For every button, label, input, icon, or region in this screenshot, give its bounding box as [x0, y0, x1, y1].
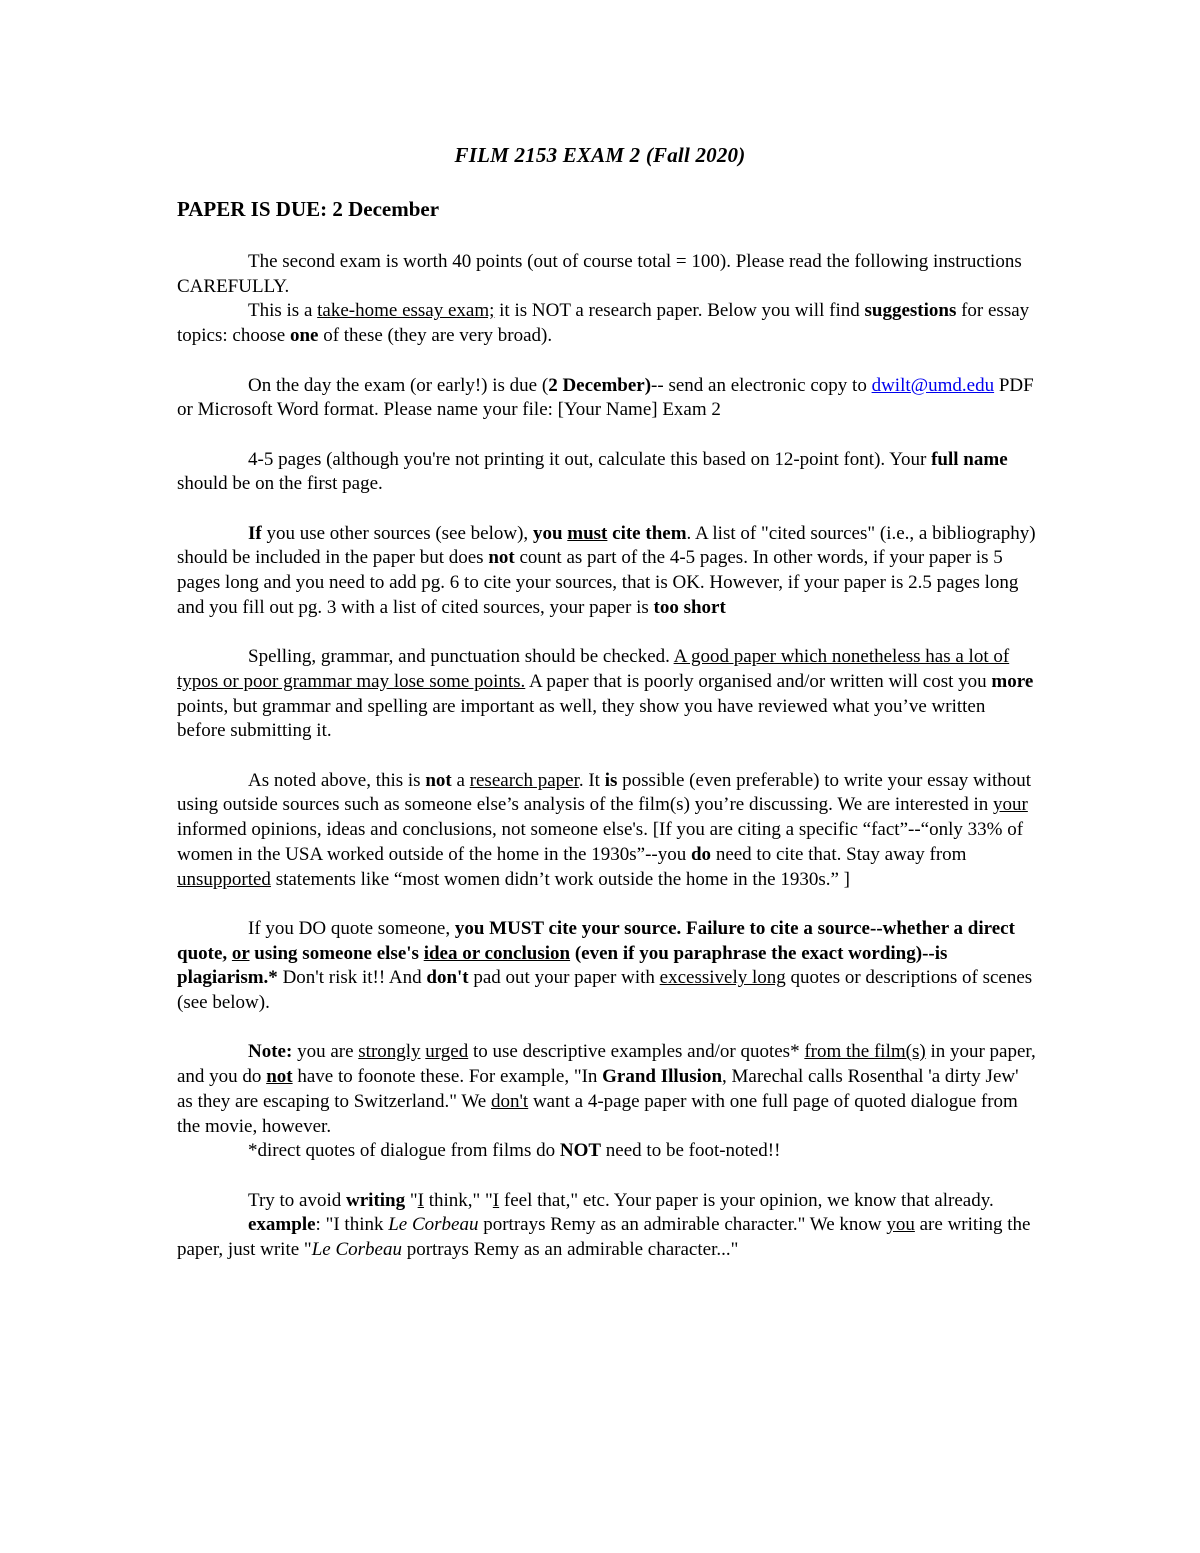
text-run: Le Corbeau [311, 1239, 402, 1260]
text-run: cite them [607, 522, 687, 544]
text-run: are writing the paper, just write " [177, 1214, 1031, 1260]
text-run: need to be foot-noted!! [601, 1140, 781, 1162]
paragraph-footnote [177, 1139, 1037, 1164]
text-run: The second exam is worth 40 points (out of course total = 100). Please read the following instructions CAREFULLY. [177, 251, 1022, 297]
paragraph-sources [177, 522, 1037, 621]
text-run: As noted above, this is [248, 769, 426, 791]
text-run: I [417, 1189, 424, 1211]
paragraph-submission [177, 374, 1037, 423]
text-run: informed opinions, ideas and conclusions, not someone else's. [If you are citing a specific “fact”--“only 33% of women in the USA worked outside of the home in the 1930s”--you [177, 819, 1024, 865]
text-run: strongly [358, 1041, 421, 1063]
text-run: using someone else's [249, 942, 424, 964]
paragraph-spacer [177, 1016, 1037, 1041]
text-run: Don't risk it!! And [277, 967, 427, 989]
text-run: A paper that is poorly organised and/or written will cost you [525, 670, 992, 692]
text-run: from the film(s) [804, 1041, 926, 1063]
text-run: feel that," etc. Your paper is your opinion, we know that already. [499, 1189, 994, 1211]
text-run: : "I think [315, 1214, 389, 1236]
text-run: -- send an electronic copy to [651, 374, 872, 396]
text-run: want a 4-page paper with one full page of quoted dialogue from the movie, however. [177, 1090, 1018, 1137]
text-run: PDF or Microsoft Word format. Please name your file: [Your Name] Exam 2 [177, 374, 1034, 421]
text-run: one [289, 325, 319, 347]
text-run: . It [578, 769, 605, 791]
text-run: research paper [469, 769, 579, 791]
text-run: portrays Remy as an admirable character..." [401, 1239, 739, 1260]
paragraph-avoid-i-think [177, 1189, 1037, 1214]
paragraph-exam-worth [177, 250, 1037, 299]
paragraph-spacer [177, 892, 1037, 917]
text-run: writing [346, 1189, 406, 1211]
text-run: is [604, 769, 618, 791]
text-run: not [425, 769, 452, 791]
text-run: unsupported [177, 868, 271, 890]
text-run: , Marechal calls Rosenthal 'a dirty Jew' as they are escaping to Switzerland." We [177, 1066, 1019, 1112]
paragraph-spelling [177, 645, 1037, 744]
text-run: A good paper which nonetheless has a lot of typos or poor grammar may lose some points. [177, 646, 1010, 692]
text-run: in your paper, and you do [177, 1041, 1036, 1088]
paragraph-spacer [177, 423, 1037, 448]
text-run: *direct quotes of dialogue from films do [248, 1140, 560, 1162]
text-run: quotes or descriptions of scenes (see below). [177, 967, 1033, 1013]
text-run: don't [426, 967, 469, 989]
text-run: Note: [248, 1041, 293, 1063]
text-run: 4-5 pages (although you're not printing it out, calculate this based on 12-point font). Your [248, 448, 932, 470]
text-run: not [488, 547, 515, 569]
text-run: On the day the exam (or early!) is due ( [248, 374, 549, 396]
due-date-heading: PAPER IS DUE: 2 December [177, 197, 440, 221]
text-run: too short [653, 596, 726, 618]
text-run: don't [491, 1090, 529, 1112]
text-run: example [248, 1214, 316, 1236]
text-run: Try to avoid [248, 1189, 347, 1211]
text-run: Spelling, grammar, and punctuation should be checked. [248, 646, 674, 668]
text-run: or [231, 942, 250, 964]
text-run: your [993, 794, 1028, 816]
text-run: (even if you paraphrase the exact wording)--is plagiarism.* [177, 942, 948, 989]
text-run: not [266, 1066, 293, 1088]
text-run: you MUST cite your source. Failure to cite a source--whether a direct quote, [177, 917, 1015, 964]
text-run: a [451, 769, 470, 791]
paragraph-example [177, 1213, 1037, 1262]
text-run: think," " [423, 1189, 493, 1211]
text-run: This is a [248, 300, 318, 322]
text-run: urged [425, 1041, 469, 1063]
text-run: points, but grammar and spelling are important as well, they show you have reviewed what you’ve written before submitting it. [177, 695, 986, 742]
text-run: Grand Illusion [602, 1066, 723, 1088]
paragraph-not-research [177, 769, 1037, 893]
text-run: of these (they are very broad). [318, 325, 553, 347]
text-run: more [991, 670, 1034, 692]
text-run: to use descriptive examples and/or quotes* [468, 1041, 805, 1063]
text-run: need to cite that. Stay away from [711, 843, 967, 865]
text-run: count as part of the 4-5 pages. In other words, if your paper is 5 pages long and you need to add pg. 6 to cite your sources, that is OK. However, if your paper is 2.5 pages long and you fill out pg. 3 with a list of cited sources, your paper is [177, 547, 1019, 618]
text-run: you use other sources (see below), [261, 522, 533, 544]
text-run: idea or conclusion [423, 942, 571, 964]
paragraph-spacer [177, 744, 1037, 769]
text-run: have to foonote these. For example, "In [292, 1066, 603, 1088]
text-run: possible (even preferable) to write your essay without using outside sources such as someone else’s analysis of the film(s) you’re discussing. We are interested in [177, 769, 1032, 816]
text-run: must [567, 522, 608, 544]
text-run: excessively long [659, 967, 786, 989]
text-run: 2 December) [548, 374, 652, 396]
document-body [177, 250, 1037, 1263]
text-run: If [248, 522, 262, 544]
paragraph-spacer [177, 497, 1037, 522]
text-run: do [690, 843, 712, 865]
email-link[interactable]: dwilt@umd.edu [871, 374, 995, 396]
text-run: it is NOT a research paper. Below you will find [494, 300, 865, 322]
text-run: Le Corbeau [388, 1214, 479, 1236]
text-run: pad out your paper with [468, 967, 660, 989]
document-title: FILM 2153 EXAM 2 (Fall 2020) [454, 143, 746, 167]
paragraph-spacer [177, 349, 1037, 374]
text-run: take-home essay exam; [317, 300, 495, 322]
text-run: full name [931, 448, 1008, 470]
text-run: should be on the first page. [177, 473, 383, 495]
text-run: you [886, 1214, 915, 1236]
paragraph-plagiarism [177, 917, 1037, 1016]
paragraph-note-examples [177, 1040, 1037, 1139]
text-run: you are [292, 1041, 359, 1063]
text-run: " [405, 1189, 418, 1211]
paragraph-take-home [177, 299, 1037, 348]
text-run: . A list of "cited sources" (i.e., a bibliography) should be included in the paper but does [177, 522, 1036, 569]
text-run: statements like “most women didn’t work outside the home in the 1930s.” ] [270, 868, 850, 890]
text-run: NOT [559, 1140, 602, 1162]
text-run: I [492, 1189, 500, 1211]
text-run: you [532, 522, 568, 544]
text-run: for essay topics: choose [177, 300, 1030, 347]
paragraph-length [177, 448, 1037, 497]
paragraph-spacer [177, 1164, 1037, 1189]
paragraph-spacer [177, 621, 1037, 646]
text-run: If you DO quote someone, [248, 917, 455, 939]
text-run: suggestions [864, 300, 957, 322]
text-run: portrays Remy as an admirable character." We know [478, 1214, 887, 1236]
